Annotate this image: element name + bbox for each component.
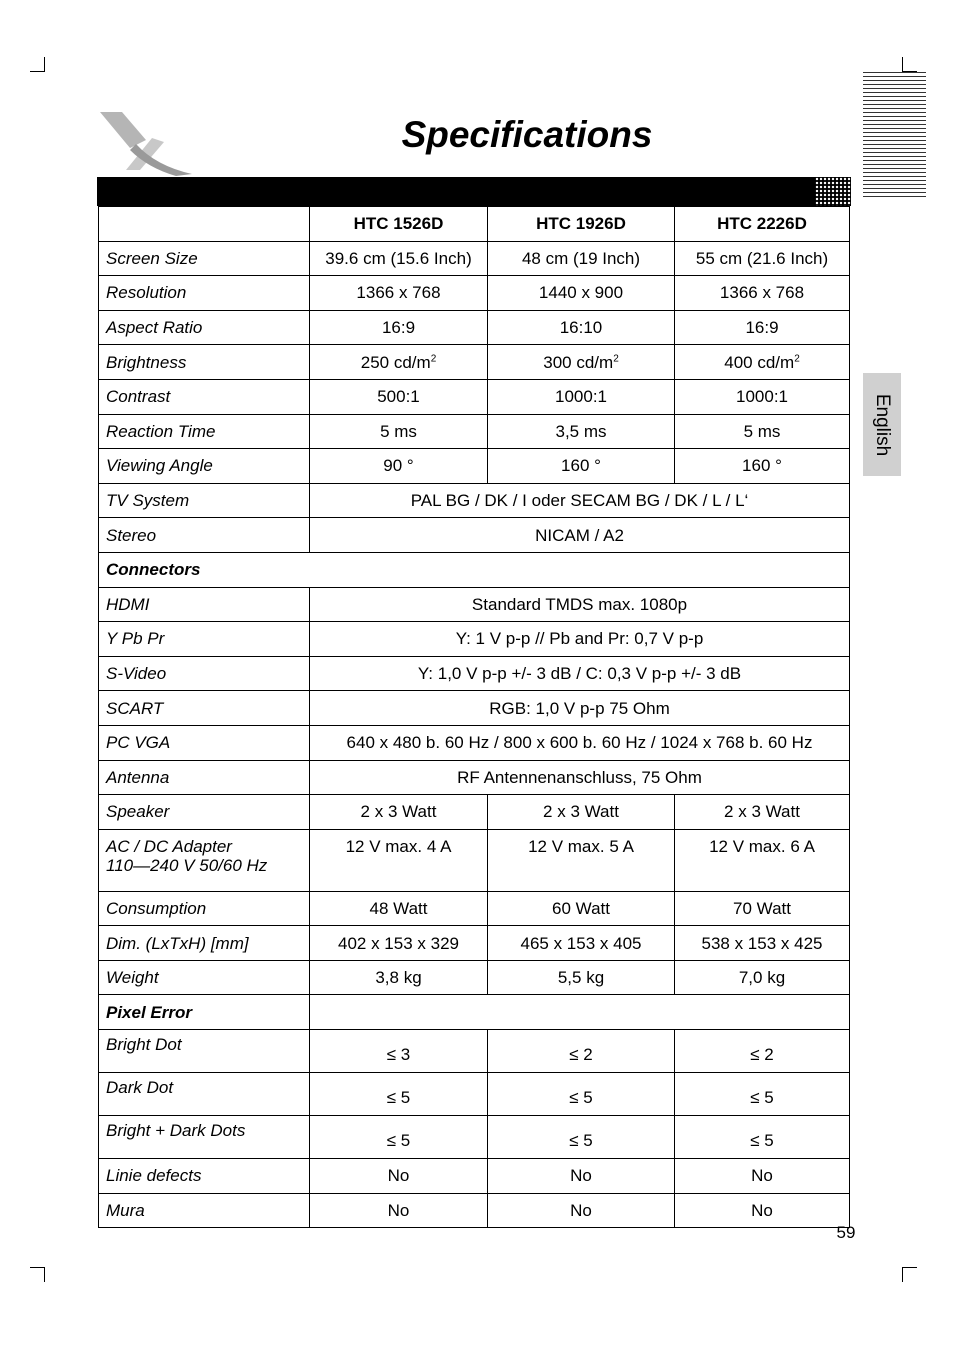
cell: ≤ 5 [488,1073,675,1116]
header-cell: HTC 2226D [675,207,850,242]
row-label: Contrast [99,379,310,414]
cell: 3,8 kg [310,960,488,995]
superscript: 2 [430,353,437,365]
cell: 60 Watt [488,891,675,926]
header-bar-dot-pattern [815,177,851,206]
table-row [99,1193,850,1228]
table-row [99,622,850,657]
cell: ≤ 5 [675,1116,850,1159]
row-label: Bright + Dark Dots [99,1116,310,1159]
cell: No [488,1159,675,1194]
row-label: Reaction Time [99,414,310,449]
cell: No [675,1159,850,1194]
table-row [99,310,850,345]
table-row [99,587,850,622]
header-bar [97,177,851,206]
page-title: Specifications [401,114,653,155]
cell: PAL BG / DK / I oder SECAM BG / DK / L / L‘ [310,483,850,518]
crop-mark-top-right [902,57,917,72]
cell: No [310,1193,488,1228]
cell: 538 x 153 x 425 [675,926,850,961]
crop-mark-bottom-right [902,1267,917,1282]
row-label: Weight [99,960,310,995]
cell: 90 ° [310,449,488,484]
language-tab-label: English [872,393,893,456]
cell: ≤ 2 [675,1030,850,1073]
cell: 1000:1 [675,379,850,414]
row-label: S-Video [99,656,310,691]
row-label: Aspect Ratio [99,310,310,345]
cell: 70 Watt [675,891,850,926]
table-row [99,725,850,760]
cell: NICAM / A2 [310,518,850,553]
row-label: Brightness [99,345,310,380]
cell: 1366 x 768 [675,276,850,311]
cell: 48 cm (19 Inch) [488,241,675,276]
cell: 1366 x 768 [310,276,488,311]
cell: 55 cm (21.6 Inch) [675,241,850,276]
row-label: Y Pb Pr [99,622,310,657]
row-label: Viewing Angle [99,449,310,484]
table-row [99,379,850,414]
row-label: Linie defects [99,1159,310,1194]
section-row [99,995,850,1030]
superscript: 2 [613,353,619,365]
cell: Y: 1,0 V p-p +/- 3 dB / C: 0,3 V p-p +/- 3 dB [310,656,850,691]
cell-value: 250 cd/m [360,352,431,372]
superscript: 2 [794,353,800,365]
table-row [99,414,850,449]
header-cell [99,207,310,242]
table-row [99,1116,850,1159]
row-label: Antenna [99,760,310,795]
cell: 5 ms [675,414,850,449]
brand-x-logo [96,108,196,178]
row-label: HDMI [99,587,310,622]
row-label-line: AC / DC Adapter [106,836,232,856]
cell: 3,5 ms [488,414,675,449]
row-label: Screen Size [99,241,310,276]
cell: 16:9 [310,310,488,345]
cell: 2 x 3 Watt [488,795,675,830]
cell [310,345,488,380]
row-label: Consumption [99,891,310,926]
cell: No [310,1159,488,1194]
cell: ≤ 5 [310,1116,488,1159]
cell: ≤ 5 [310,1073,488,1116]
section-heading: Connectors [99,552,850,587]
row-label: Dim. (LxTxH) [mm] [99,926,310,961]
cell: No [488,1193,675,1228]
cell: RGB: 1,0 V p-p 75 Ohm [310,691,850,726]
cell: ≤ 5 [488,1116,675,1159]
cell: 1440 x 900 [488,276,675,311]
cell: 2 x 3 Watt [675,795,850,830]
table-row [99,1073,850,1116]
cell: 39.6 cm (15.6 Inch) [310,241,488,276]
row-label: Resolution [99,276,310,311]
row-label: Bright Dot [99,1030,310,1073]
cell: 2 x 3 Watt [310,795,488,830]
table-row [99,795,850,830]
cell: Standard TMDS max. 1080p [310,587,850,622]
table-row [99,891,850,926]
page-number: 59 [836,1223,856,1242]
table-row [99,241,850,276]
table-row [99,1159,850,1194]
table-header-row [99,207,850,242]
cell [488,345,675,380]
cell-value: 400 cd/m [724,352,795,372]
crop-mark-bottom-left [30,1267,45,1282]
table-row [99,691,850,726]
cell: 160 ° [675,449,850,484]
language-tab [863,373,901,476]
cell: 16:9 [675,310,850,345]
cell: 5 ms [310,414,488,449]
row-label: Speaker [99,795,310,830]
row-label: Stereo [99,518,310,553]
cell: 48 Watt [310,891,488,926]
cell: 1000:1 [488,379,675,414]
specifications-table [98,206,850,1228]
cell: 500:1 [310,379,488,414]
cell: 12 V max. 5 A [488,829,675,891]
cell: 640 x 480 b. 60 Hz / 800 x 600 b. 60 Hz / 1024 x 768 b. 60 Hz [310,725,850,760]
cell: No [675,1193,850,1228]
row-label-line: 110—240 V 50/60 Hz [106,855,268,875]
crop-mark-top-left [30,57,45,72]
table-row [99,276,850,311]
table-row [99,656,850,691]
table-row [99,1030,850,1073]
cell: 160 ° [488,449,675,484]
cell: 465 x 153 x 405 [488,926,675,961]
header-cell: HTC 1526D [310,207,488,242]
row-label: Dark Dot [99,1073,310,1116]
row-label: Mura [99,1193,310,1228]
row-label [99,829,310,891]
cell: ≤ 3 [310,1030,488,1073]
table-row [99,829,850,891]
cell: RF Antennenanschluss, 75 Ohm [310,760,850,795]
cell: 7,0 kg [675,960,850,995]
cell: Y: 1 V p-p // Pb and Pr: 0,7 V p-p [310,622,850,657]
row-label: SCART [99,691,310,726]
cell: 5,5 kg [488,960,675,995]
row-label: TV System [99,483,310,518]
empty-cell [310,995,850,1030]
cell: ≤ 5 [675,1073,850,1116]
cell: 16:10 [488,310,675,345]
row-label: PC VGA [99,725,310,760]
section-row [99,552,850,587]
section-heading: Pixel Error [99,995,310,1030]
header-cell: HTC 1926D [488,207,675,242]
cell: 12 V max. 6 A [675,829,850,891]
table-row [99,345,850,380]
table-row [99,449,850,484]
table-row [99,760,850,795]
table-row [99,960,850,995]
cell: 402 x 153 x 329 [310,926,488,961]
table-row [99,926,850,961]
cell: 12 V max. 4 A [310,829,488,891]
stripe-decoration [863,72,926,200]
table-row [99,483,850,518]
table-row [99,518,850,553]
cell: ≤ 2 [488,1030,675,1073]
cell-value: 300 cd/m [543,352,614,372]
cell [675,345,850,380]
